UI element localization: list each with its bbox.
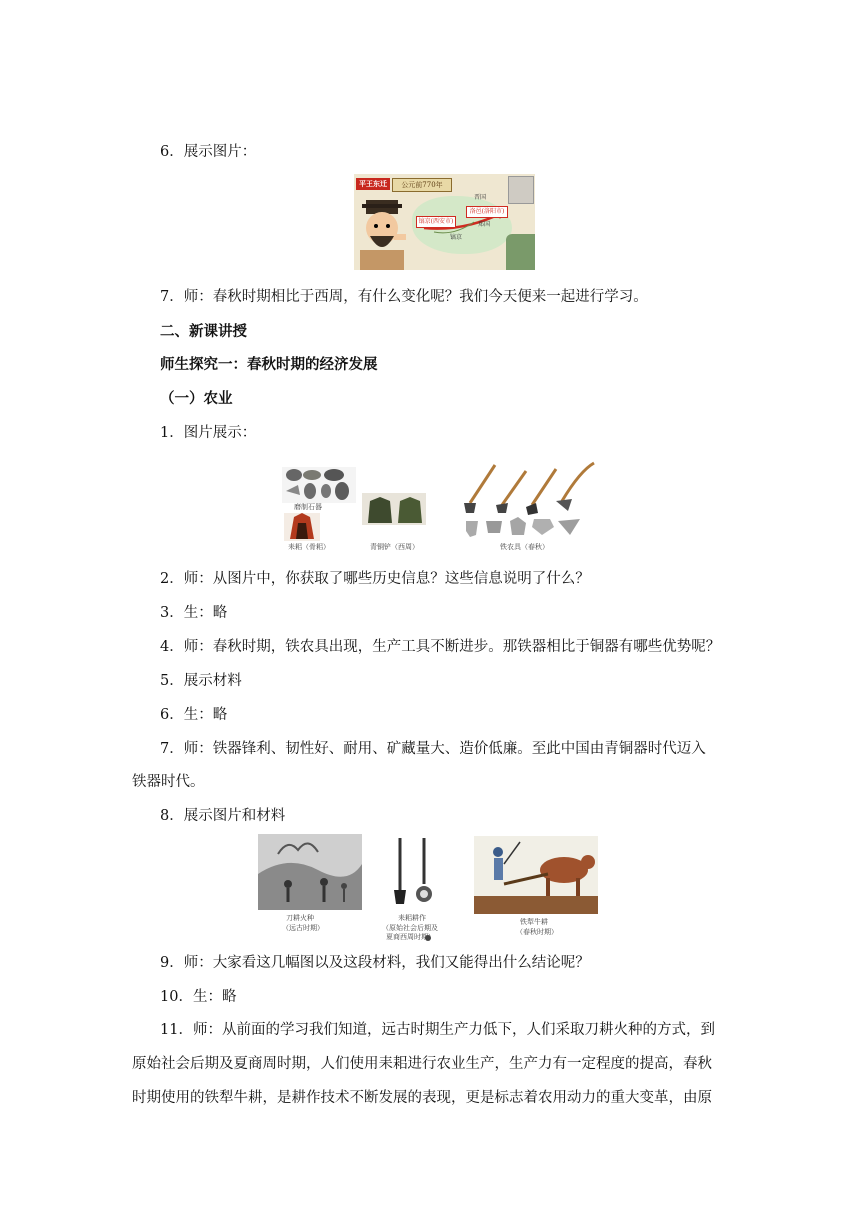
tools-illustration [280,461,600,553]
teacher-explanation-1-cont: 铁器时代。 [132,774,205,790]
section-heading-agriculture: （一）农业 [160,391,233,407]
teacher-question-2: 2．师：从图片中，你获取了哪些历史信息？这些信息说明了什么？ [160,571,590,587]
map-place-hao: 镐京 [450,234,463,241]
student-answer-3: 10．生：略 [160,989,237,1005]
cartoon-official-icon [358,200,406,270]
map-place-zheng: 郑国 [478,221,491,228]
caption-leisi-b: （原始社会后期及 [382,924,438,932]
teacher-explanation-2: 11．师：从前面的学习我们知道，远古时期生产力低下，人们采取刀耕火种的方式，到 [160,1022,715,1038]
caption-bronze-spade: 青铜铲（西周） [370,543,419,551]
student-answer-2: 6．生：略 [160,707,228,723]
step-show-image: 6．展示图片： [160,144,257,160]
fist-icon [506,234,535,270]
figure-scroll-label: 公元前770年 [392,178,452,192]
step-image-display: 1．图片展示： [160,425,257,441]
caption-bone-spade: 耒耜（骨耜） [288,543,330,551]
figure-farm-tools [280,461,600,553]
map-tag-luoyi: 洛邑(洛阳市) [466,206,508,218]
step-show-material: 5．展示材料 [160,673,242,689]
figure-farming-methods [258,834,598,944]
caption-ox-plough-b: （春秋时期） [516,928,558,936]
caption-leisi-c: 夏商西周时期） [386,933,435,941]
teacher-question-3: 4．师：春秋时期，铁农具出现，生产工具不断进步。那铁器相比于铜器有哪些优势呢？ [160,639,721,655]
teacher-question-1: 7．师：春秋时期相比于西周，有什么变化呢？我们今天便来一起进行学习。 [160,289,648,305]
student-answer-1: 3．生：略 [160,605,228,621]
map-tag-haojing: 镐京(西安市) [416,216,456,228]
caption-leisi-a: 耒耜耕作 [398,914,426,922]
teacher-question-4: 9．师：大家看这几幅图以及这段材料，我们又能得出什么结论呢？ [160,955,590,971]
teacher-explanation-1: 7．师：铁器锋利、韧性好、耐用、矿藏量大、造价低廉。至此中国由青铜器时代迈入 [160,741,706,757]
caption-slash-burn-b: （远古时期） [282,924,324,932]
section-heading-new-lesson: 二、新课讲授 [160,324,247,340]
section-heading-explore-1: 师生探究一：春秋时期的经济发展 [160,357,378,373]
step-show-image-material: 8．展示图片和材料 [160,808,286,824]
caption-ox-plough-a: 铁犁牛耕 [520,918,548,926]
caption-stone-tools: 磨制石器 [294,503,322,511]
caption-slash-burn-a: 刀耕火种 [286,914,314,922]
map-place-jin: 晋国 [474,194,487,201]
portrait-icon [508,176,534,204]
teacher-explanation-2-cont1: 原始社会后期及夏商周时期，人们使用耒耜进行农业生产，生产力有一定程度的提高，春秋 [132,1056,712,1072]
figure-king-ping-moves-east [354,174,535,270]
teacher-explanation-2-cont2: 时期使用的铁犁牛耕，是耕作技术不断发展的表现，更是标志着农用动力的重大变革，由原 [132,1090,712,1106]
figure-banner: 平王东迁 [356,178,390,190]
caption-iron-tools: 铁农具（春秋） [500,543,549,551]
